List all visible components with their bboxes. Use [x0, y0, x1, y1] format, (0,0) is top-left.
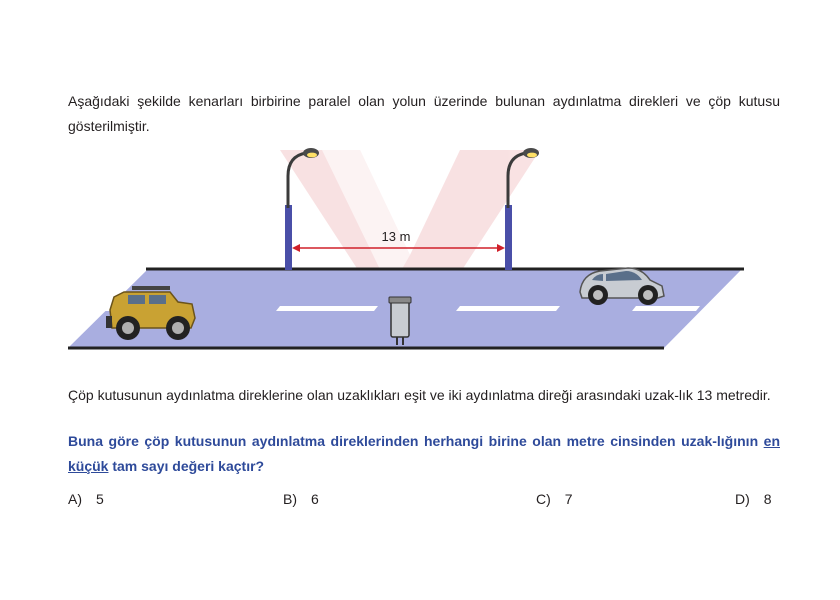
option-b[interactable]: [283, 489, 319, 509]
option-letter: B): [283, 491, 297, 507]
info-text: Çöp kutusunun aydınlatma direklerine olan uzaklıkları eşit ve iki aydınlatma direği arasındaki uzak-lık 13 metredir.: [68, 387, 771, 403]
option-letter: A): [68, 491, 82, 507]
option-letter: D): [735, 491, 750, 507]
road-figure: [60, 140, 760, 365]
question-after: tam sayı değeri kaçtır?: [108, 458, 265, 474]
option-letter: C): [536, 491, 551, 507]
option-a[interactable]: [68, 489, 104, 509]
distance-label: 13 m: [381, 229, 411, 244]
option-value: 7: [564, 491, 573, 507]
question-before: Buna göre çöp kutusunun aydınlatma direklerinden herhangi birine olan metre cinsinden uzak-lığının: [68, 433, 764, 449]
intro-text: Aşağıdaki şekilde kenarları birbirine paralel olan yolun üzerinde bulunan aydınlatma direkleri ve çöp kutusu gösterilmiştir.: [68, 93, 780, 134]
option-value: 5: [96, 491, 104, 507]
question-highlight: en küçük: [68, 433, 780, 474]
option-d[interactable]: [735, 489, 772, 509]
option-value: 6: [311, 491, 319, 507]
option-value: 8: [763, 491, 772, 507]
question-text: [68, 429, 780, 479]
option-c[interactable]: [536, 489, 573, 509]
